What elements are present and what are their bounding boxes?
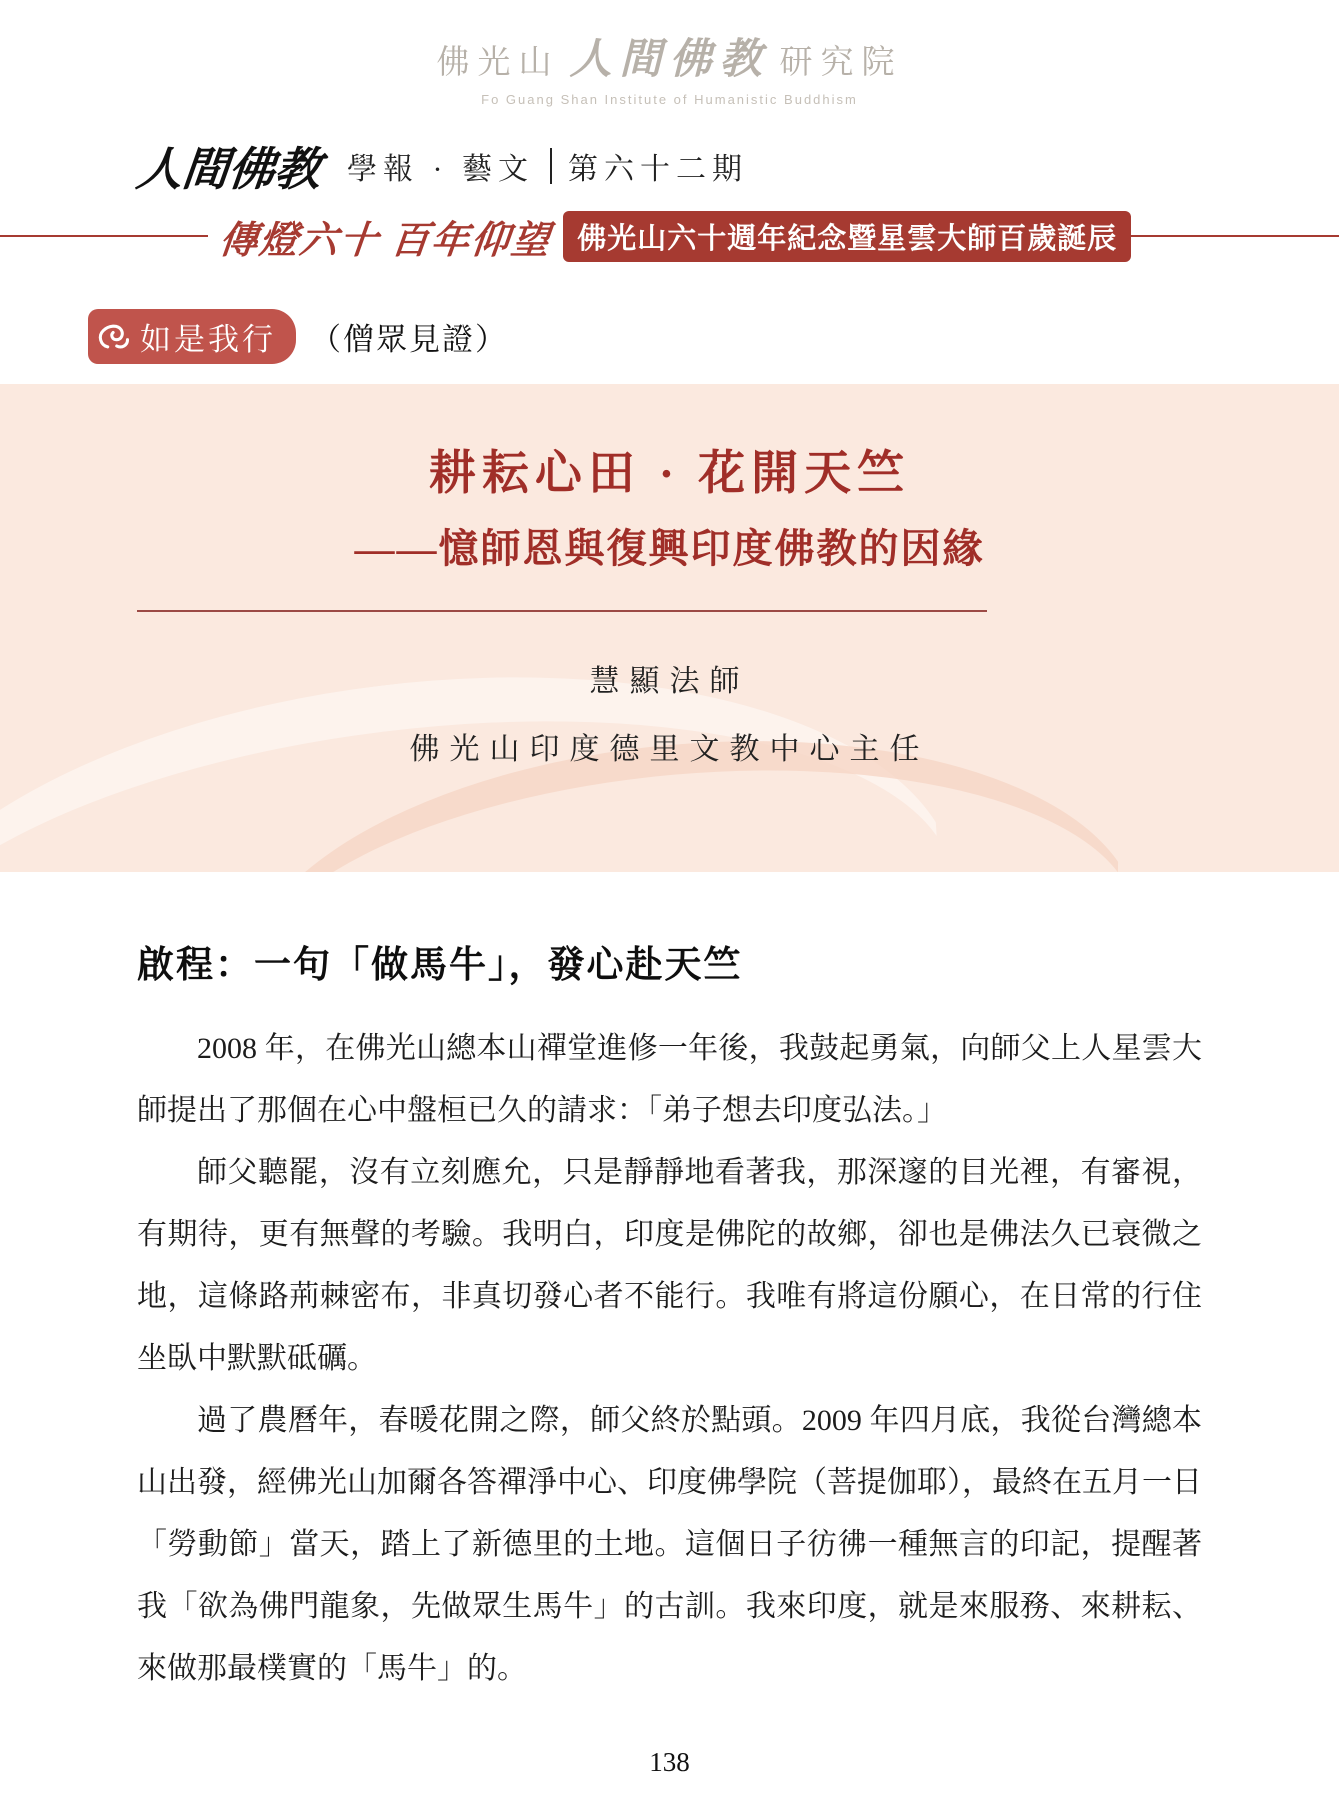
rule-right <box>1131 235 1339 237</box>
anniversary-slogan: 傳燈六十 百年仰望 <box>217 219 553 262</box>
author-name: 慧顯法師 <box>589 665 750 698</box>
article-subtitle: ——憶師恩與復興印度佛教的因緣 <box>354 526 985 571</box>
title-divider <box>137 610 987 612</box>
column-badge-label: 如是我行 <box>140 322 276 357</box>
anniversary-row <box>0 207 1339 265</box>
title-section <box>0 384 1339 872</box>
masthead <box>0 133 1339 265</box>
logo-org: 佛光山 <box>436 45 560 81</box>
anniversary-banner: 佛光山六十週年紀念暨星雲大師百歲誕辰 <box>563 211 1131 262</box>
article-body <box>137 934 1202 1700</box>
journal-brand: 人間佛教 <box>133 144 324 195</box>
paragraph: 2008 年，在佛光山總本山禪堂進修一年後，我鼓起勇氣，向師父上人星雲大師提出了那個在心中盤桓已久的請求：「弟子想去印度弘法。」 <box>137 1032 1202 1127</box>
author-affiliation: 佛光山印度德里文教中心主任 <box>409 733 930 766</box>
rule-left <box>0 235 208 237</box>
auspicious-cloud-icon <box>96 319 132 355</box>
section-heading: 啟程：一句「做馬牛」，發心赴天竺 <box>137 945 743 986</box>
institute-logo <box>0 0 1339 107</box>
column-header <box>88 309 1339 364</box>
paragraph: 師父聽罷，沒有立刻應允，只是靜靜地看著我，那深邃的目光裡，有審視，有期待，更有無聲的考驗。我明白，印度是佛陀的故鄉，卻也是佛法久已衰微之地，這條路荊棘密布，非真切發心者不能行。我唯有將這份願心，在日常的行住坐臥中默默砥礪。 <box>137 1156 1202 1375</box>
column-note: （僧眾見證） <box>310 322 508 357</box>
paragraph: 過了農曆年，春暖花開之際，師父終於點頭。2009 年四月底，我從台灣總本山出發，經佛光山加爾各答禪淨中心、印度佛學院（菩提伽耶），最終在五月一日「勞動節」當天，踏上了新德里的土地。這個日子彷彿一種無言的印記，提醒著我「欲為佛門龍象，先做眾生馬牛」的古訓。我來印度，就是來服務、來耕耘、來做那最樸實的「馬牛」的。 <box>137 1404 1202 1685</box>
masthead-title-row <box>0 133 1339 199</box>
masthead-divider <box>550 148 552 184</box>
issue-number: 第六十二期 <box>568 153 748 186</box>
logo-brand: 人間佛教 <box>569 37 770 83</box>
journal-name: 學報 · 藝文 <box>347 153 534 186</box>
column-badge <box>88 309 296 364</box>
article-title: 耕耘心田 · 花開天竺 <box>428 448 911 500</box>
page-number: 138 <box>649 1747 690 1777</box>
logo-suffix: 研究院 <box>779 45 903 81</box>
institute-logo-english: Fo Guang Shan Institute of Humanistic Buddhism <box>481 92 858 107</box>
institute-logo-cjk <box>0 26 1339 86</box>
